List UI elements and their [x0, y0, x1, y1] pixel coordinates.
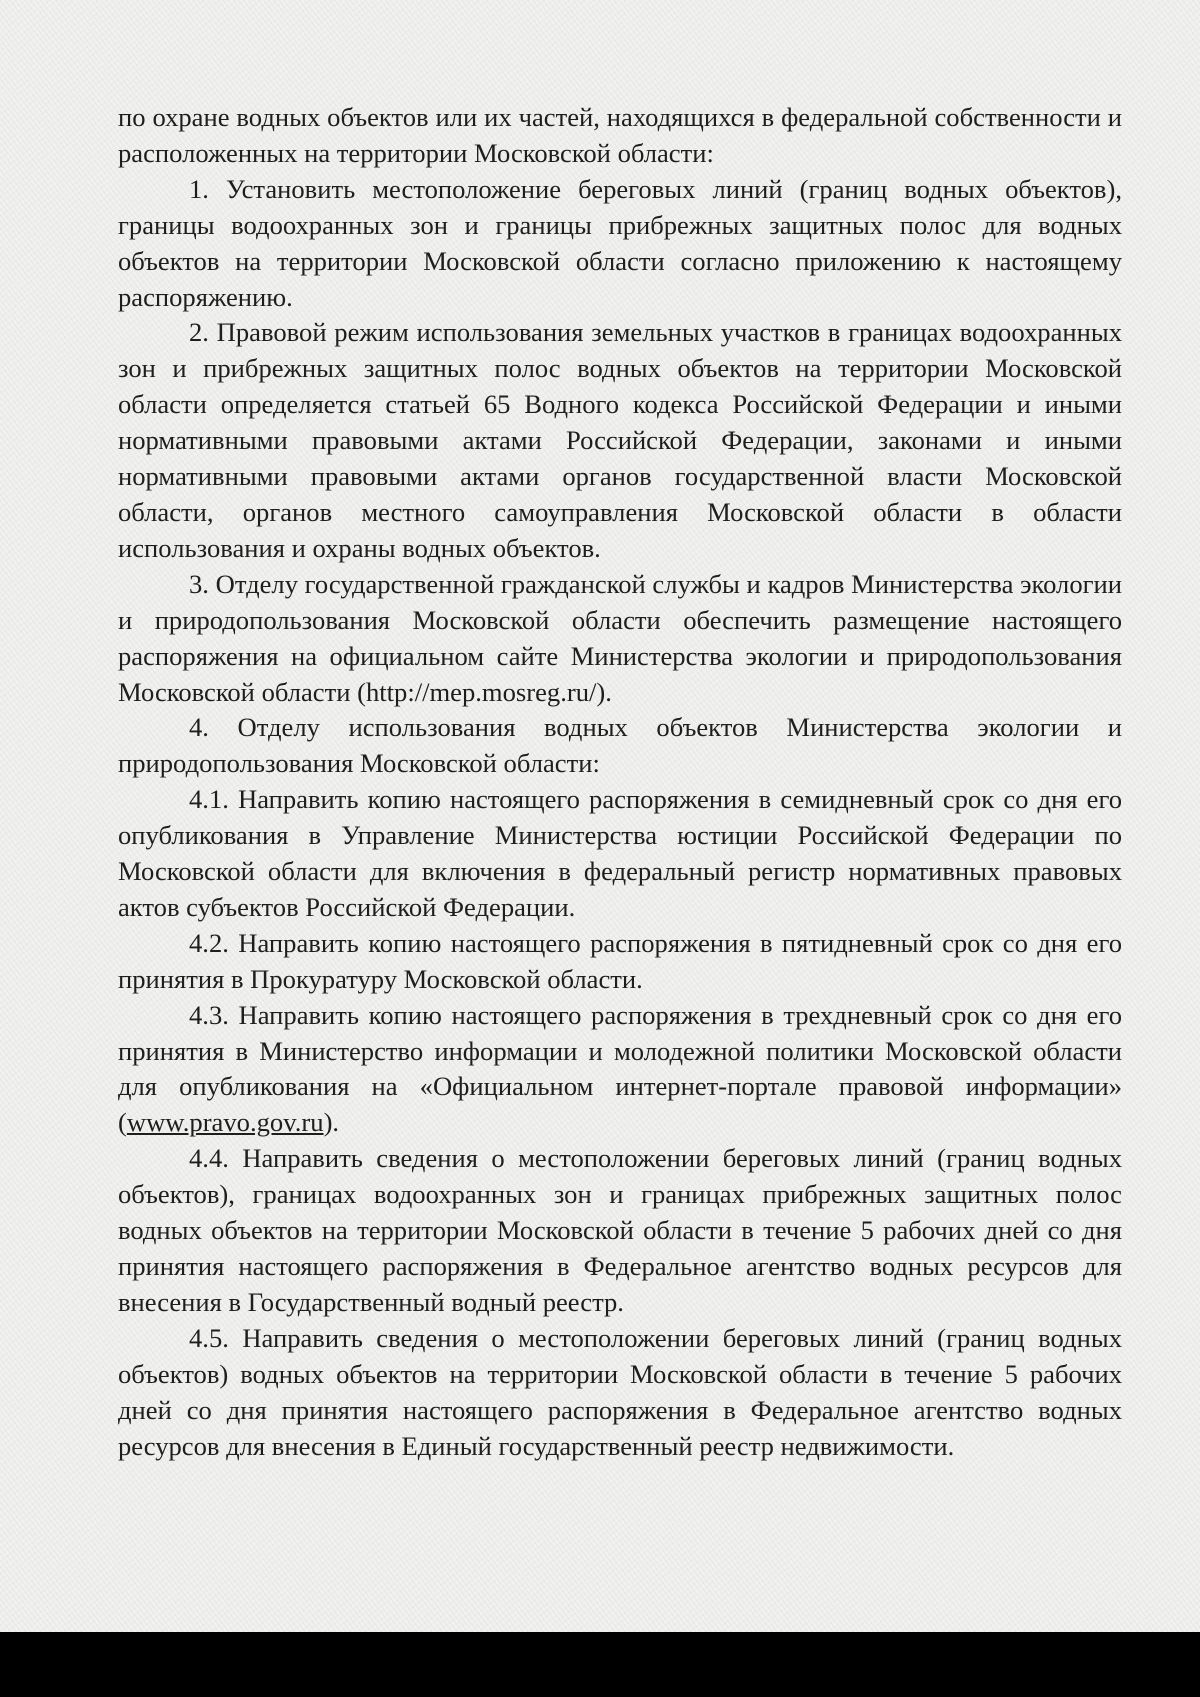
scan-bottom-edge: [0, 1632, 1200, 1697]
paragraph-3: 3. Отделу государственной гражданской службы и кадров Министерства экологии и природопользования Московской области обеспечить размещение настоящего распоряжения на официальном сайте Министерства экологии и природопользования Московской области (http://mep.mosreg.ru/).: [118, 568, 1122, 707]
pravo-gov-link[interactable]: www.pravo.gov.ru: [126, 1107, 324, 1138]
paragraph-4-2: 4.2. Направить копию настоящего распоряжения в пятидневный срок со дня его принятия в Прокуратуру Московской области.: [118, 927, 1122, 994]
paragraph-4-1: 4.1. Направить копию настоящего распоряжения в семидневный срок со дня его опубликования в Управление Министерства юстиции Российской Федерации по Московской области для включения в федеральный регистр нормативных правовых актов субъектов Российской Федерации.: [118, 784, 1122, 922]
paragraph-4-5: 4.5. Направить сведения о местоположении береговых линий (границ водных объектов) водных объектов на территории Московской области в течение 5 рабочих дней со дня принятия настоящего распоряжения в Федеральное агентство водных ресурсов для внесения в Единый государственный реестр недвижимости.: [118, 1322, 1122, 1461]
paragraph-4-3-end: ).: [323, 1107, 340, 1138]
paragraph-4-3: [118, 998, 1122, 1142]
document-body: [118, 100, 1122, 1464]
paragraph-4-4: 4.4. Направить сведения о местоположении береговых линий (границ водных объектов), границах водоохранных зон и границах прибрежных защитных полос водных объектов на территории Московской области в течение 5 рабочих дней со дня принятия настоящего распоряжения в Федеральное агентство водных ресурсов для внесения в Государственный водный реестр.: [118, 1143, 1122, 1317]
paragraph-4: 4. Отделу использования водных объектов Министерства экологии и природопользования Московской области:: [118, 712, 1122, 779]
paragraph-2: 2. Правовой режим использования земельных участков в границах водоохранных зон и прибрежных защитных полос водных объектов на территории Московской области определяется статьей 65 Водного кодекса Российской Федерации и иными нормативными правовыми актами Российской Федерации, законами и иными нормативными правовыми актами органов государственной власти Московской области, органов местного самоуправления Московской области в области использования и охраны водных объектов.: [118, 317, 1122, 563]
intro-paragraph: по охране водных объектов или их частей, находящихся в федеральной собственности и расположенных на территории Московской области:: [118, 102, 1122, 168]
paragraph-4-3-text: 4.3. Направить копию настоящего распоряжения в трехдневный срок со дня его принятия в Министерство информации и молодежной политики Московской области для опубликования на «Официальном интернет-портале правовой информации» (: [118, 999, 1122, 1138]
paragraph-1: 1. Установить местоположение береговых линий (границ водных объектов), границы водоохранных зон и границы прибрежных защитных полос для водных объектов на территории Московской области согласно приложению к настоящему распоряжению.: [118, 173, 1122, 312]
